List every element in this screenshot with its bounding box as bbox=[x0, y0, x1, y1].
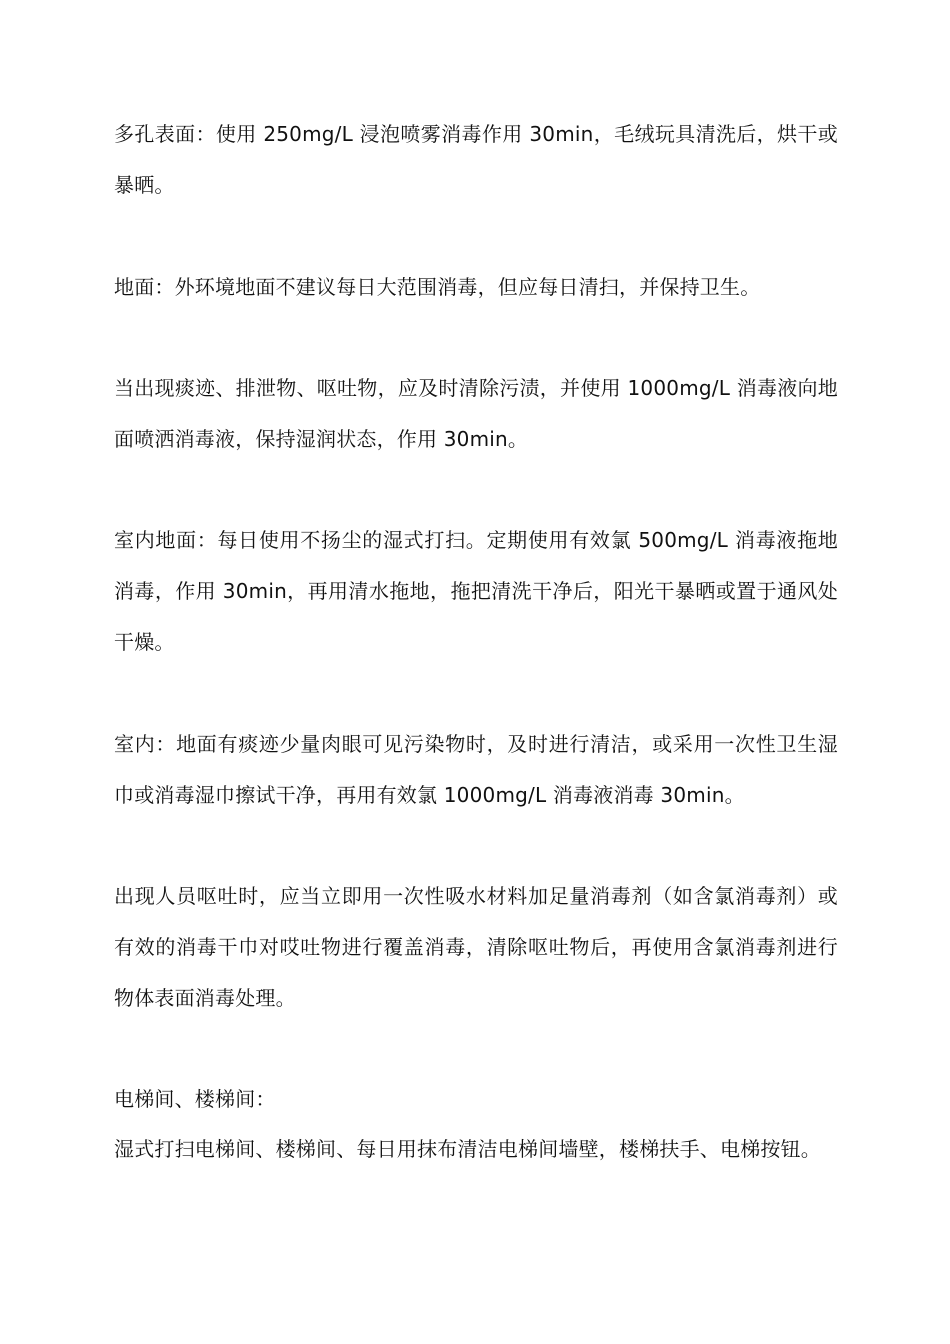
paragraph-porous-surfaces: 多孔表面：使用 250mg/L 浸泡喷雾消毒作用 30min，毛绒玩具清洗后，烘干或暴晒。 bbox=[114, 122, 838, 197]
paragraph-indoor: 室内：地面有痰迹少量肉眼可见污染物时，及时进行清洁，或采用一次性卫生湿巾或消毒湿巾擦试干净，再用有效氯 1000mg/L 消毒液消毒 30min。 bbox=[114, 732, 838, 807]
paragraph-ground: 地面：外环境地面不建议每日大范围消毒，但应每日清扫，并保持卫生。 bbox=[114, 275, 761, 299]
paragraph-indoor-floor: 室内地面：每日使用不扬尘的湿式打扫。定期使用有效氯 500mg/L 消毒液拖地消毒，作用 30min，再用清水拖地，拖把清洗干净后，阳光干暴晒或置于通风处干燥。 bbox=[114, 528, 838, 654]
paragraph-elevator-heading: 电梯间、楼梯间： bbox=[114, 1087, 276, 1111]
paragraph-vomit: 出现人员呕吐时，应当立即用一次性吸水材料加足量消毒剂（如含氯消毒剂）或有效的消毒干巾对哎吐物进行覆盖消毒，清除呕吐物后，再使用含氯消毒剂进行物体表面消毒处理。 bbox=[114, 884, 838, 1010]
paragraph-contamination: 当出现痰迹、排泄物、呕吐物，应及时清除污渍，并使用 1000mg/L 消毒液向地面喷洒消毒液，保持湿润状态，作用 30min。 bbox=[114, 376, 838, 451]
paragraph-elevator-cleaning: 湿式打扫电梯间、楼梯间、每日用抹布清洁电梯间墙壁，楼梯扶手、电梯按钮。 bbox=[114, 1137, 821, 1161]
